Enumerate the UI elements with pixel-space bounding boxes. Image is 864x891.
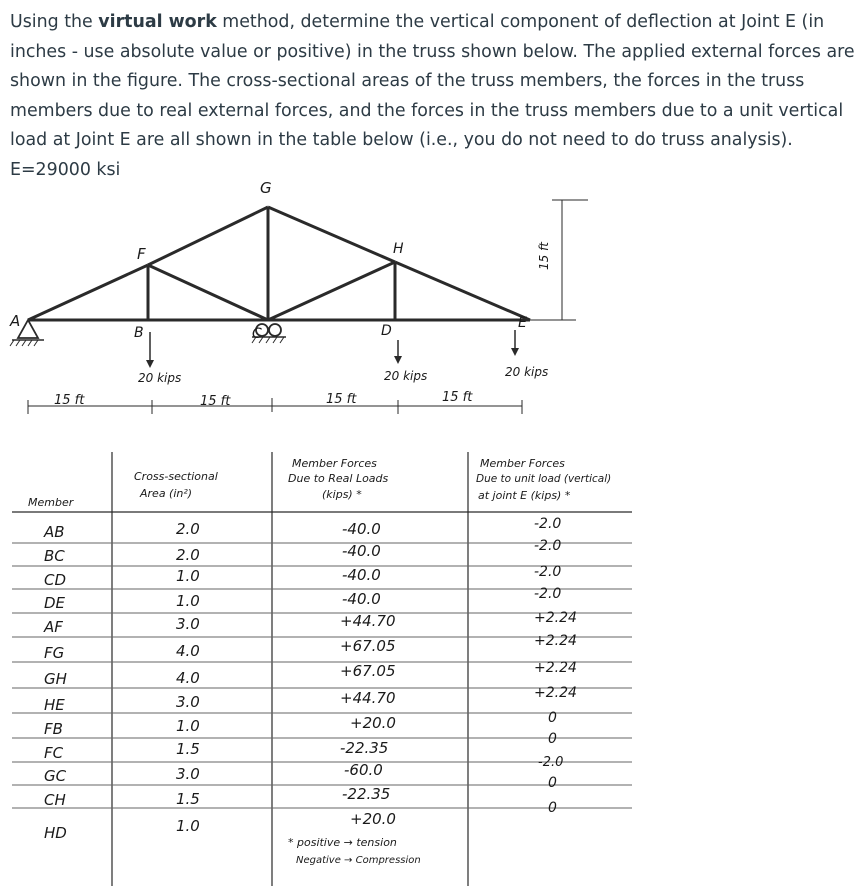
joint-label-e: E: [518, 315, 527, 331]
member-cell: GH: [44, 670, 67, 688]
member-he: [395, 262, 530, 320]
joint-label-d: D: [381, 323, 392, 339]
member-cell: DE: [44, 594, 66, 612]
member-cell: AF: [44, 618, 63, 636]
span-label-1: 15 ft: [54, 393, 85, 408]
header-unit-line2: Due to unit load (vertical): [476, 473, 612, 485]
real-force-cell: -40.0: [342, 566, 381, 584]
area-cell: 4.0: [176, 669, 200, 687]
table-row: [44, 660, 577, 688]
member-cell: FC: [44, 744, 64, 762]
unit-force-cell: -2.0: [534, 564, 562, 580]
area-cell: 3.0: [176, 693, 200, 711]
table-row: [44, 564, 561, 589]
table-row: [43, 610, 577, 636]
real-force-cell: -22.35: [342, 785, 391, 803]
question-method: virtual work: [98, 12, 217, 32]
truss-members: [28, 207, 530, 320]
member-gh: [268, 207, 395, 262]
header-area-line1: Cross-sectional: [134, 470, 218, 483]
area-cell: 3.0: [176, 765, 200, 783]
area-cell: 1.5: [176, 790, 200, 808]
unit-force-cell: -2.0: [534, 538, 562, 554]
table-row: [44, 710, 557, 738]
joint-label-g: G: [260, 179, 272, 197]
header-unit-line3: at joint E (kips) *: [478, 489, 571, 502]
member-cell: AB: [44, 523, 65, 541]
unit-force-cell: +2.24: [534, 685, 577, 701]
load-label-e: 20 kips: [505, 365, 549, 379]
height-label: 15 ft: [537, 241, 551, 270]
unit-force-cell: +2.24: [534, 633, 577, 649]
span-label-4: 15 ft: [442, 390, 473, 405]
area-cell: 4.0: [176, 642, 200, 660]
load-arrow-b: [146, 332, 154, 368]
member-cell: CH: [44, 791, 66, 809]
header-area-line2: Area (in²): [140, 487, 193, 500]
unit-force-cell: -2.0: [534, 586, 562, 602]
area-cell: 1.0: [176, 717, 200, 735]
header-real-line3: (kips) *: [322, 488, 362, 501]
member-cell: HE: [44, 696, 65, 714]
table-row: [44, 685, 577, 714]
joint-label-b: B: [134, 325, 144, 341]
span-label-3: 15 ft: [326, 392, 357, 407]
header-real-line1: Member Forces: [292, 457, 377, 470]
table-row: [44, 586, 561, 612]
real-force-cell: +20.0: [350, 810, 396, 828]
member-fg: [148, 207, 268, 265]
real-force-cell: +44.70: [340, 612, 396, 630]
unit-force-cell: 0: [548, 800, 557, 816]
dimension-lines: [28, 200, 588, 414]
table-row: [44, 538, 561, 565]
load-label-b: 20 kips: [138, 371, 182, 385]
area-cell: 3.0: [176, 615, 200, 633]
unit-force-cell: +2.24: [534, 610, 577, 626]
table-row: [44, 755, 563, 785]
load-arrow-d: [394, 340, 402, 364]
area-cell: 1.0: [176, 567, 200, 585]
member-cell: CD: [44, 571, 67, 589]
real-force-cell: -40.0: [342, 520, 381, 538]
unit-force-cell: -2.0: [538, 755, 564, 770]
footnote-negative: Negative → Compression: [296, 855, 421, 866]
joint-label-h: H: [393, 241, 404, 257]
member-ch: [268, 262, 395, 320]
table-row: [44, 731, 557, 762]
area-cell: 2.0: [176, 520, 200, 538]
member-cell: BC: [44, 547, 65, 565]
unit-force-cell: 0: [548, 775, 557, 791]
joint-label-f: F: [137, 245, 146, 263]
real-force-cell: +20.0: [350, 714, 396, 732]
unit-force-cell: +2.24: [534, 660, 577, 676]
member-cell: FG: [44, 644, 65, 662]
load-label-d: 20 kips: [384, 369, 428, 383]
unit-force-cell: 0: [548, 710, 557, 726]
member-cell: GC: [44, 767, 67, 785]
question-body: method, determine the vertical component of deflection at Joint E (in inches - use absolute value or positive) in the truss shown below. The applied external forces are shown in the figure. The cross-sectional areas of the truss members, the forces in the truss members due to real external forces, and the forces in the truss members due to a unit vertical load at Joint E are all shown in the table below (i.e., you do not need to do truss analysis). E=29000 ksi: [10, 12, 855, 180]
header-real-line2: Due to Real Loads: [288, 472, 389, 485]
joint-label-a: A: [10, 312, 21, 330]
area-cell: 1.5: [176, 740, 200, 758]
question-intro: Using the: [10, 12, 99, 32]
real-force-cell: +44.70: [340, 689, 396, 707]
real-force-cell: -60.0: [344, 761, 383, 779]
area-cell: 2.0: [176, 546, 200, 564]
joint-label-c: C: [252, 326, 262, 342]
load-arrow-e: [511, 330, 519, 356]
table-row: [44, 775, 557, 809]
area-cell: 1.0: [176, 592, 200, 610]
member-cell: HD: [44, 824, 67, 842]
real-force-cell: -40.0: [342, 590, 381, 608]
header-member: Member: [28, 496, 74, 509]
member-cell: FB: [44, 720, 63, 738]
unit-force-cell: -2.0: [534, 516, 562, 532]
span-label-2: 15 ft: [200, 394, 231, 409]
header-unit-line1: Member Forces: [480, 457, 565, 470]
table-row: [43, 516, 561, 541]
member-fc: [148, 265, 268, 320]
member-af: [28, 265, 148, 320]
real-force-cell: -40.0: [342, 542, 381, 560]
unit-force-cell: 0: [548, 731, 557, 747]
real-force-cell: +67.05: [340, 662, 396, 680]
real-force-cell: +67.05: [340, 637, 396, 655]
area-cell: 1.0: [176, 817, 200, 835]
footnote-positive: * positive → tension: [288, 836, 397, 849]
real-force-cell: -22.35: [340, 739, 389, 757]
